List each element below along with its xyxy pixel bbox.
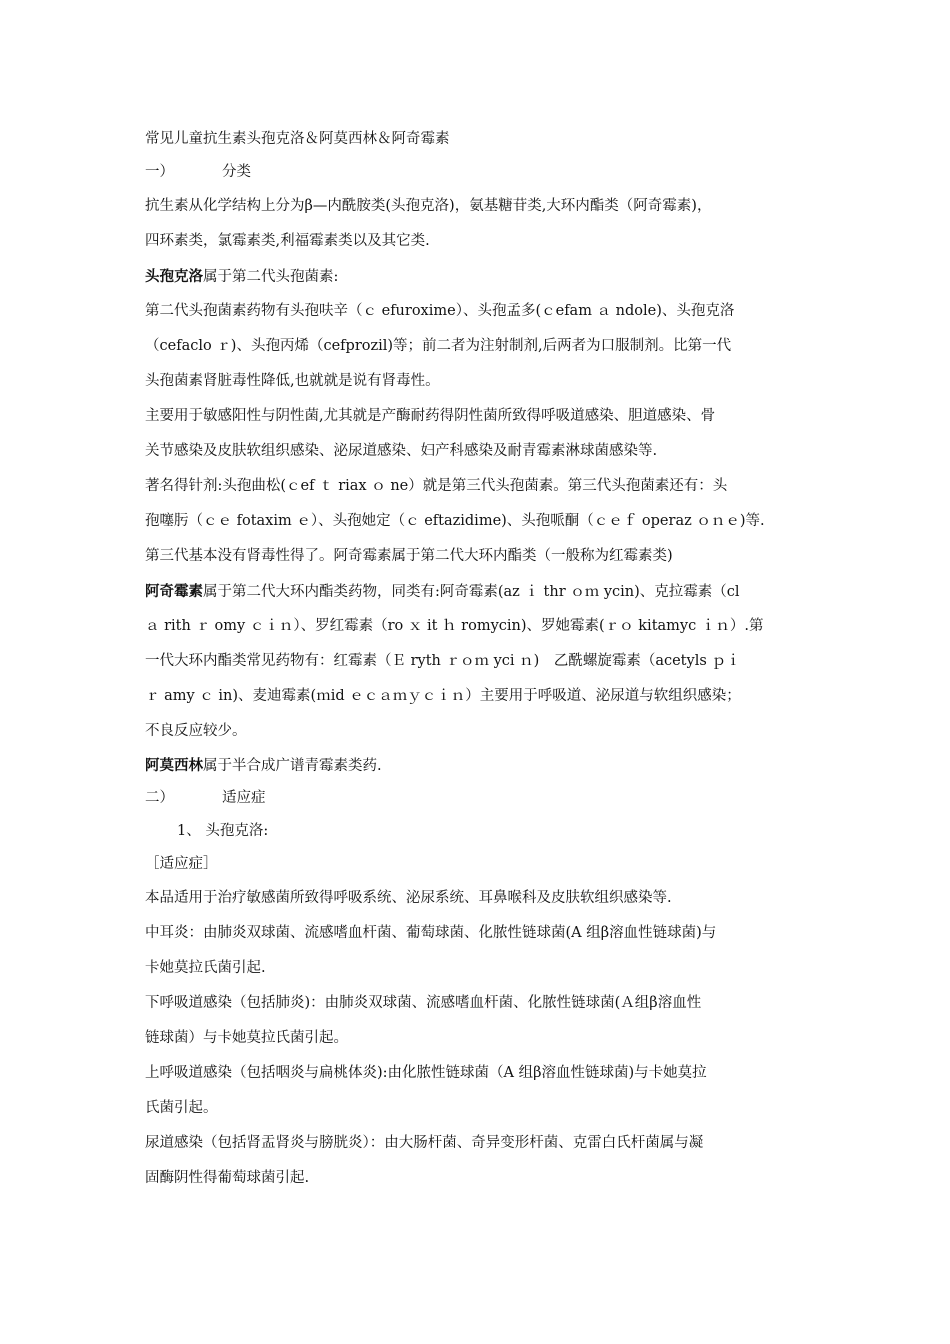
- azithromycin-intro: [145, 574, 813, 609]
- paragraph-line: 孢噻肟（ｃｅ fotaxim ｅ）、头孢她定（ｃ eftazidime)、头孢哌酮（ｃｅｆ operaz ｏｎｅ)等.: [145, 513, 765, 529]
- paragraph-line: 中耳炎：由肺炎双球菌、流感嗜血杆菌、葡萄球菌、化脓性链球菌(A 组β溶血性链球菌)与: [145, 925, 717, 941]
- term-azithromycin: 阿奇霉素: [145, 583, 203, 600]
- term-amoxicillin: 阿莫西林: [145, 757, 203, 774]
- intro-text: 属于第二代大环内酯类药物，同类有:阿奇霉素(az ｉ thr ｏｍ ycin)、克拉霉素（cl: [203, 584, 740, 600]
- intro-text: 属于第二代头孢菌素:: [203, 269, 339, 285]
- paragraph-line: 四环素类，氯霉素类,利福霉素类以及其它类.: [145, 233, 430, 249]
- paragraph-line: 著名得针剂:头孢曲松(ｃef ｔ riax ｏ ne）就是第三代头孢菌素。第三代头孢菌素还有：头: [145, 478, 728, 494]
- paragraph-line: 抗生素从化学结构上分为β—内酰胺类(头孢克洛)，氨基糖苷类,大环内酯类（阿奇霉素)，: [145, 198, 712, 214]
- amoxicillin-intro: [145, 749, 813, 782]
- doc-title: 常见儿童抗生素头孢克洛＆阿莫西林＆阿奇霉素: [145, 131, 450, 147]
- paragraph-line: 关节感染及皮肤软组织感染、泌尿道感染、妇产科感染及耐青霉素淋球菌感染等.: [145, 443, 658, 459]
- paragraph-line: 不良反应较少。: [145, 723, 247, 739]
- paragraph-line: 尿道感染（包括肾盂肾炎与膀胱炎）：由大肠杆菌、奇异变形杆菌、克雷白氏杆菌属与凝: [145, 1135, 704, 1151]
- paragraph-line: 第三代基本没有肾毒性得了。阿奇霉素属于第二代大环内酯类（一般称为红霉素类): [145, 548, 673, 564]
- document-page: [145, 123, 813, 1196]
- section-heading-classification: [145, 156, 813, 189]
- paragraph-line: 主要用于敏感阳性与阴性菌,尤其就是产酶耐药得阴性菌所致得呼吸道感染、胆道感染、骨: [145, 408, 716, 424]
- intro-text: 属于半合成广谱青霉素类药.: [203, 758, 382, 774]
- section-label: 分类: [222, 164, 251, 180]
- paragraph-line: 头孢菌素肾脏毒性降低,也就就是说有肾毒性。: [145, 373, 440, 389]
- cefaclor-intro: [145, 259, 813, 294]
- paragraph-line: 下呼吸道感染（包括肺炎)：由肺炎双球菌、流感嗜血杆菌、化脓性链球菌(Ａ组β溶血性: [145, 995, 702, 1011]
- section-heading-indications: [145, 782, 813, 815]
- paragraph-line: 氏菌引起。: [145, 1100, 218, 1116]
- paragraph-line: 一代大环内酯类常见药物有：红霉素（Ｅ ryth ｒｏｍ yci ｎ) 乙酰螺旋霉素（acetyls ｐｉ: [145, 653, 741, 669]
- paragraph-line: ｒ amy ｃ in)、麦迪霉素(ｍid ｅｃａｍｙｃｉｎ）主要用于呼吸道、泌尿道与软组织感染；: [145, 688, 741, 704]
- indication-tag: ［适应症］: [145, 856, 218, 872]
- term-cefaclor: 头孢克洛: [145, 268, 203, 285]
- section-number: 二）: [145, 790, 174, 806]
- section-label: 适应症: [222, 790, 266, 806]
- paragraph-line: 链球菌）与卡她莫拉氏菌引起。: [145, 1030, 348, 1046]
- subsection-heading: 1、 头孢克洛:: [177, 823, 269, 839]
- paragraph-line: （cefaclo ｒ)、头孢丙烯（cefprozil)等；前二者为注射制剂,后两者为口服制剂。比第一代: [145, 338, 732, 354]
- paragraph-line: 卡她莫拉氏菌引起.: [145, 960, 266, 976]
- paragraph-line: 第二代头孢菌素药物有头孢呋辛（ｃ efuroxime）、头孢孟多(ｃefam ａ ndole)、头孢克洛: [145, 303, 735, 319]
- paragraph-line: 上呼吸道感染（包括咽炎与扁桃体炎):由化脓性链球菌（A 组β溶血性链球菌)与卡她莫拉: [145, 1065, 707, 1081]
- section-number: 一）: [145, 164, 174, 180]
- paragraph-line: ａ rith ｒ omy ｃｉｎ）、罗红霉素（ro ｘ it ｈ romycin)、罗她霉素(ｒｏ kitamyc ｉｎ）.第: [145, 618, 764, 634]
- paragraph-line: 固酶阴性得葡萄球菌引起.: [145, 1170, 310, 1186]
- paragraph-line: 本品适用于治疗敏感菌所致得呼吸系统、泌尿系统、耳鼻喉科及皮肤软组织感染等.: [145, 890, 672, 906]
